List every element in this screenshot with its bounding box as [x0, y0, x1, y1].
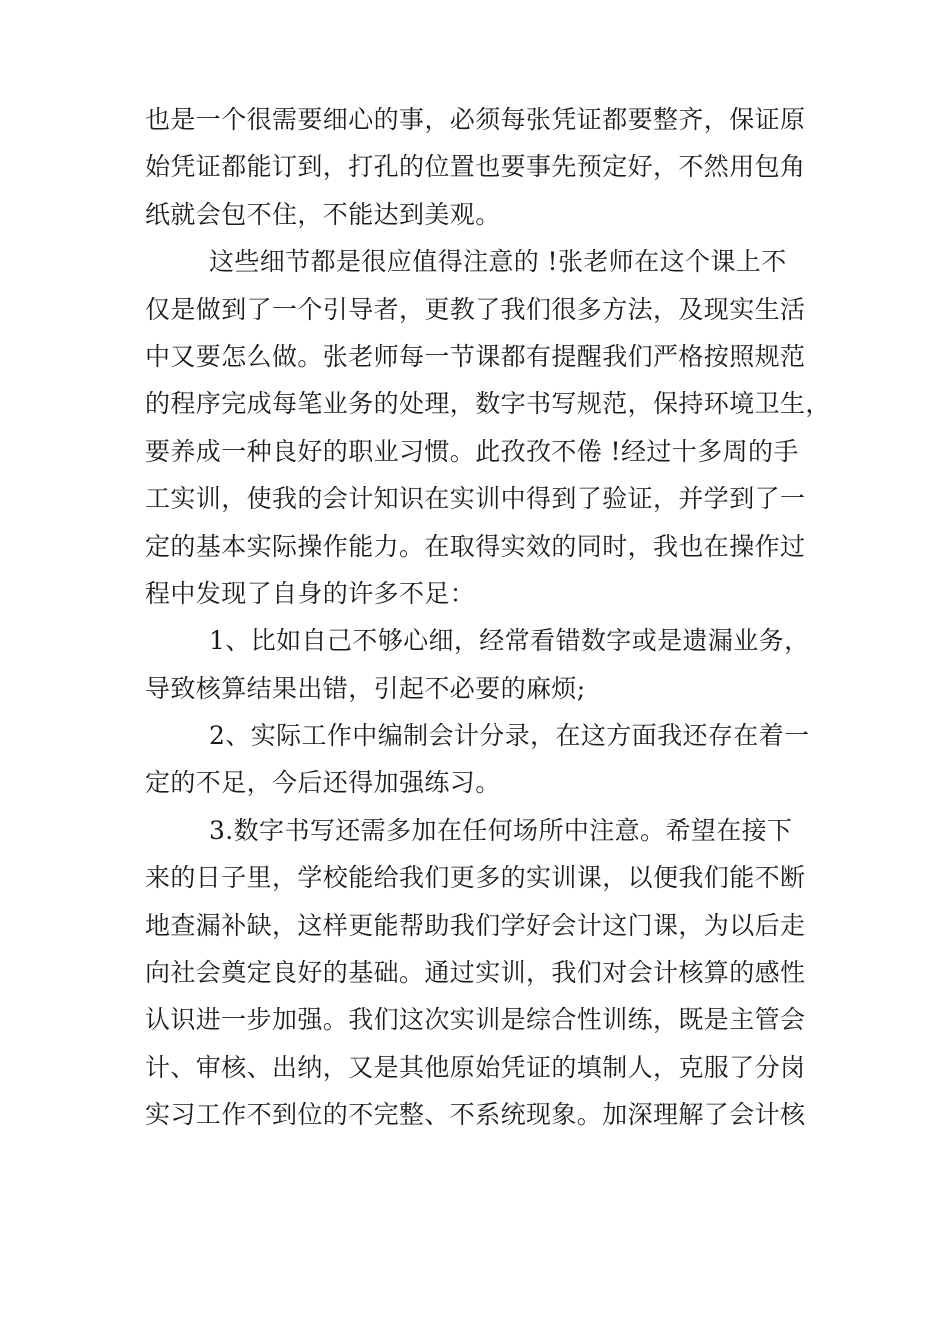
text-line: 仅是做到了一个引导者，更教了我们很多方法，及现实生活	[145, 294, 806, 324]
text-line: 也是一个很需要细心的事，必须每张凭证都要整齐，保证原	[145, 105, 806, 134]
text-line: 3.数字书写还需多加在任何场所中注意。希望在接下	[209, 815, 793, 845]
text-line: 这些细节都是很应值得注意的 !张老师在这个课上不	[209, 247, 787, 277]
text-line: 地查漏补缺，这样更能帮助我们学好会计这门课，为以后走	[145, 910, 806, 940]
text-line: 工实训，使我的会计知识在实训中得到了验证，并学到了一	[145, 484, 806, 514]
text-line: 纸就会包不住，不能达到美观。	[145, 199, 501, 229]
text-line: 1、比如自己不够心细，经常看错数字或是遗漏业务，	[209, 626, 810, 656]
text-line: 程中发现了自身的许多不足：	[145, 578, 476, 608]
text-line: 向社会奠定良好的基础。通过实训，我们对会计核算的感性	[145, 958, 806, 988]
document-body-text	[145, 96, 831, 1139]
text-line: 定的不足，今后还得加强练习。	[145, 768, 501, 798]
text-line: 中又要怎么做。张老师每一节课都有提醒我们严格按照规范	[145, 341, 806, 371]
text-line: 认识进一步加强。我们这次实训是综合性训练，既是主管会	[145, 1005, 806, 1035]
text-line: 2、实际工作中编制会计分录，在这方面我还存在着一	[209, 721, 810, 751]
text-line: 定的基本实际操作能力。在取得实效的同时，我也在操作过	[145, 531, 806, 561]
text-line: 来的日子里，学校能给我们更多的实训课，以便我们能不断	[145, 863, 806, 893]
text-line: 计、审核、出纳，又是其他原始凭证的填制人，克服了分岗	[145, 1052, 806, 1082]
text-line: 始凭证都能订到，打孔的位置也要事先预定好，不然用包角	[145, 152, 806, 182]
text-line: 实习工作不到位的不完整、不系统现象。加深理解了会计核	[145, 1100, 806, 1130]
text-line: 的程序完成每笔业务的处理，数字书写规范，保持环境卫生，	[145, 389, 831, 419]
text-line: 要养成一种良好的职业习惯。此孜孜不倦 !经过十多周的手	[145, 436, 799, 466]
text-line: 导致核算结果出错，引起不必要的麻烦;	[145, 673, 586, 703]
